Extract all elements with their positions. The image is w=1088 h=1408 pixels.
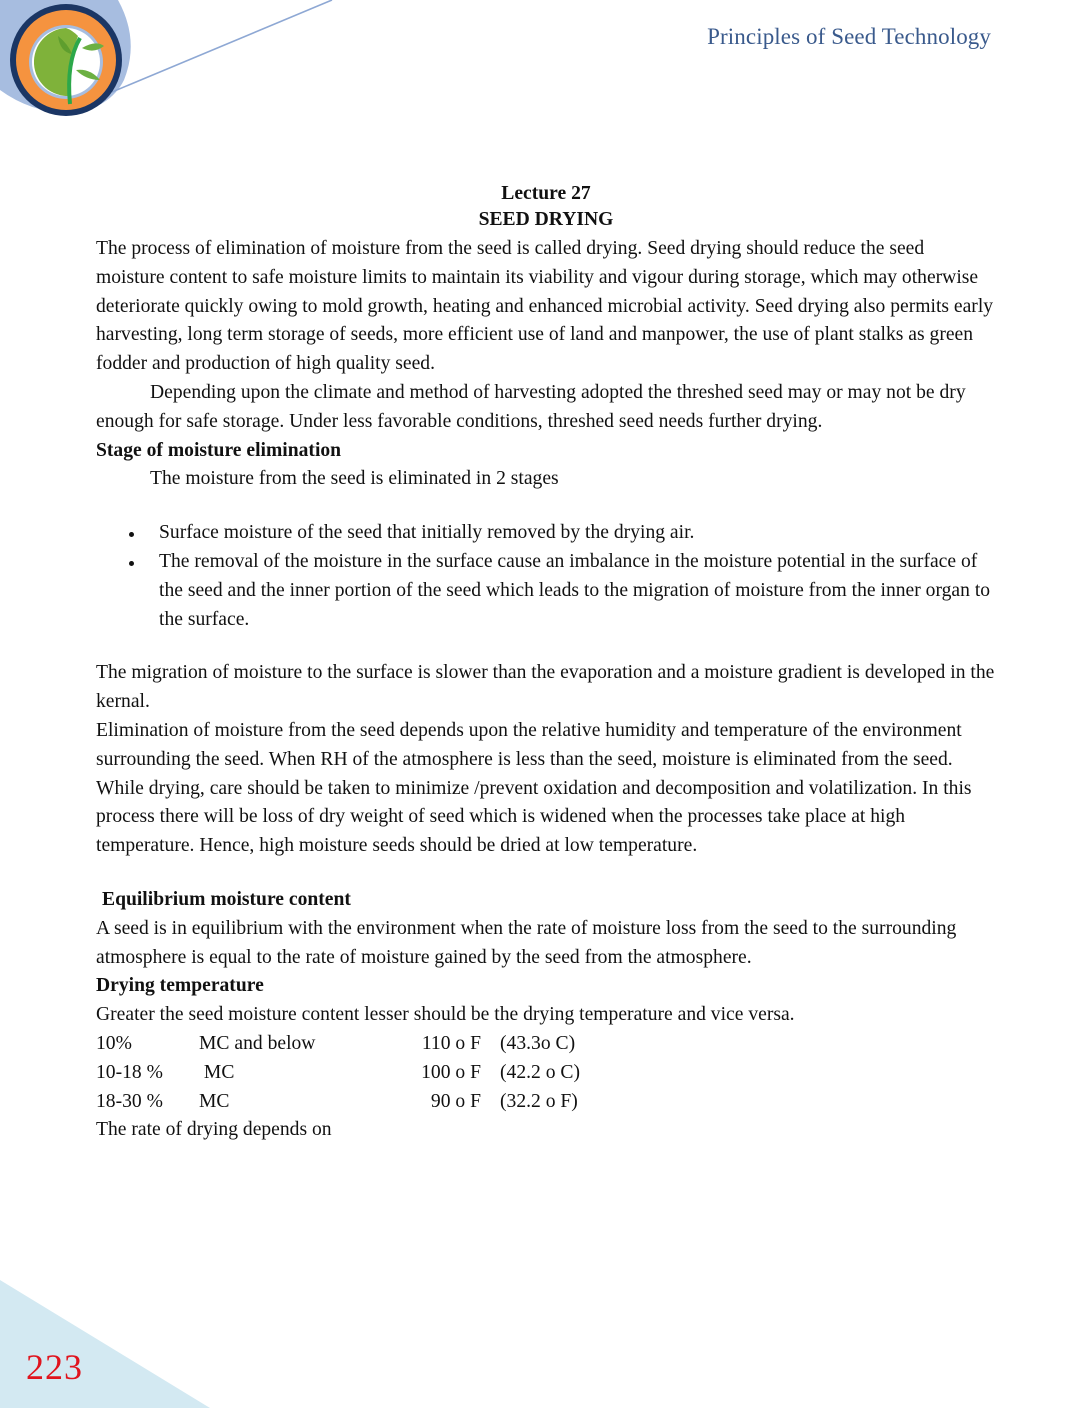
- running-title: Principles of Seed Technology: [707, 24, 991, 49]
- temperature-table: [96, 1030, 996, 1116]
- equilibrium-heading: Equilibrium moisture content: [102, 888, 351, 910]
- bullet-icon: [129, 532, 134, 537]
- list-item: The removal of the moisture in the surface cause an imbalance in the moisture potential in the surface of the seed and the inner portion of the seed which leads to the migration of moisture from the inner organ to the surface.: [96, 548, 996, 634]
- rate-of-drying-text: The rate of drying depends on: [96, 1119, 332, 1141]
- page-title: SEED DRYING: [478, 209, 614, 230]
- elimination-paragraph: Elimination of moisture from the seed depends upon the relative humidity and temperature of the environment surrounding the seed. When RH of the atmosphere is less than the seed, moisture is eliminated from the seed. While drying, care should be taken to minimize /prevent oxidation and decomposition and volatilization. In this process there will be loss of dry weight of seed which is widened when the processes take place at high temperature. Hence, high moisture seeds should be dried at low temperature.: [96, 719, 972, 857]
- intro-paragraph: The process of elimination of moisture from the seed is called drying. Seed drying should reduce the seed moisture content to safe moisture limits to maintain its viability and vigour during storage, which may otherwise deteriorate quickly owing to mold growth, heating and enhanced microbial activity. Seed drying also permits early harvesting, long term storage of seeds, more efficient use of land and manpower, the use of plant stalks as green fodder and production of high quality seed.: [96, 238, 994, 375]
- list-item: Surface moisture of the seed that initially removed by the drying air.: [96, 519, 996, 548]
- seedling-logo-icon: [0, 0, 340, 140]
- document-body: [96, 181, 996, 1145]
- table-row: 10% MC and below 110 o F (43.3o C): [96, 1032, 576, 1054]
- drying-temperature-heading: Drying temperature: [96, 975, 264, 997]
- climate-paragraph: Depending upon the climate and method of harvesting adopted the threshed seed may or may not be dry enough for safe storage. Under less favorable conditions, threshed seed needs further drying.: [96, 381, 966, 432]
- stage-intro: The moisture from the seed is eliminated in 2 stages: [150, 468, 559, 490]
- corner-triangle-decoration: [0, 1280, 210, 1408]
- page-number: 223: [26, 1347, 83, 1387]
- table-row: 10-18 % MC 100 o F (42.2 o C): [96, 1061, 581, 1083]
- lecture-number: Lecture 27: [501, 183, 591, 204]
- bullet-icon: [129, 561, 134, 566]
- migration-paragraph: The migration of moisture to the surface is slower than the evaporation and a moisture gradient is developed in the kernal.: [96, 662, 995, 713]
- stage-heading: Stage of moisture elimination: [96, 439, 342, 461]
- drying-temperature-paragraph: Greater the seed moisture content lesser should be the drying temperature and vice versa.: [96, 1004, 795, 1026]
- equilibrium-paragraph: A seed is in equilibrium with the environment when the rate of moisture loss from the seed to the surrounding atmosphere is equal to the rate of moisture gained by the seed from the atmosphere.: [96, 917, 957, 968]
- stage-list: [96, 519, 996, 634]
- table-row: 18-30 % MC 90 o F (32.2 o F): [96, 1090, 578, 1112]
